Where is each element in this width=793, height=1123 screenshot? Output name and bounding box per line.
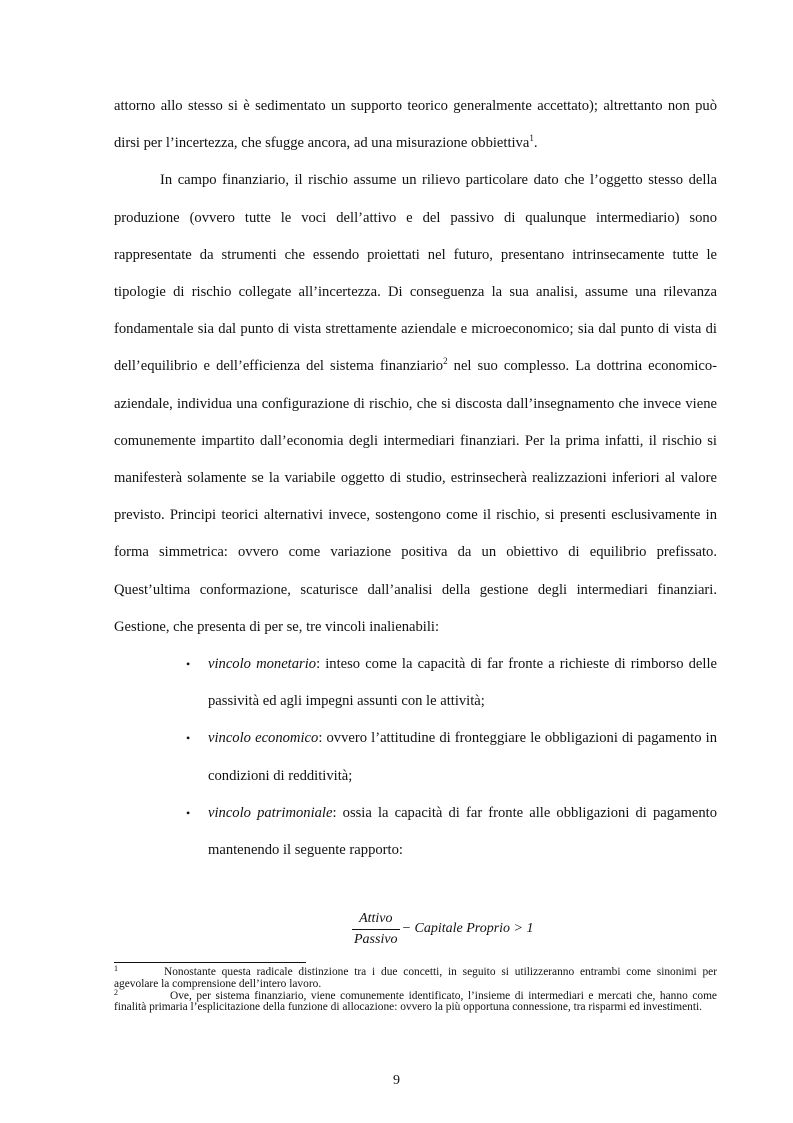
list-item [114, 720, 717, 794]
footnote-1 [114, 964, 717, 991]
paragraph-2-part2: nel suo complesso. La dottrina economico-aziendale, individua una configurazione di rischio, che si discosta dall’insegnamento che invece viene comunemente impartito dall’economia degli intermediari finanziari. Per la prima infatti, il rischio si manifesterà solamente se la variabile oggetto di studio, estrinsecherà realizzazioni inferiori al valore previsto. Principi teorici alternativi invece, sostengono come il rischio, si presenti esclusivamente in forma simmetrica: ovvero come variazione positiva da un obiettivo di equilibrio prefissato. Quest’ultima conformazione, scaturisce dall’analisi della gestione degli intermediari finanziari. Gestione, che presenta di per se, tre vincoli inalienabili: [114, 358, 718, 635]
list-item-term: vincolo patrimoniale [208, 804, 333, 821]
body-text [114, 88, 717, 869]
list-item [114, 795, 717, 869]
footnote-text: Nonostante questa radicale distinzione tra i due concetti, in seguito si utilizzeranno entrambi come sinonimi per agevolare la comprensione dell’intero lavoro. [114, 966, 717, 990]
formula-denominator: Passivo [352, 929, 400, 948]
footnote-text: Ove, per sistema finanziario, viene comunemente identificato, l’insieme di intermediari e mercati che, hanno come finalità primaria l’esplicitazione della funzione di allocazione: ovvero la più opportuna connessione, tra risparmi ed investimenti. [114, 989, 717, 1014]
formula-fraction [352, 911, 400, 948]
footnotes [114, 964, 717, 1014]
paragraph-1-end: . [533, 135, 538, 152]
list-item-text: : inteso come la capacità di far fronte a richieste di rimborso delle passività ed agli impegni assunti con le attività; [208, 656, 717, 710]
paragraph-2 [114, 162, 717, 646]
footnote-mark: 2 [114, 987, 118, 997]
list-item-text: : ossia la capacità di far fronte alle obbligazioni di pagamento mantenendo il seguente rapporto: [208, 804, 717, 859]
paragraph-1-text: attorno allo stesso si è sedimentato un supporto teorico generalmente accettato); altrettanto non può dirsi per l’incertezza, che sfugge ancora, ad una misurazione obbiettiva [114, 98, 717, 152]
paragraph-2-part1: In campo finanziario, il rischio assume un rilievo particolare dato che l’oggetto stesso della produzione (ovvero tutte le voci dell’attivo e del passivo di qualunque intermediario) sono rappresentate da strumenti che essendo proiettati nel futuro, presentano intrinsecamente tutte le tipologie di rischio collegate all’incertezza. Di conseguenza la sua analisi, assume una rilevanza fondamentale sia dal punto di vista strettamente aziendale e microeconomico; sia dal punto di vista di dell’equilibrio e dell’efficienza del sistema finanziario [114, 172, 717, 375]
formula-numerator: Attivo [359, 910, 393, 926]
footnote-divider [114, 962, 306, 963]
formula [352, 910, 534, 948]
constraints-list [114, 646, 717, 869]
bullet-icon: • [186, 657, 191, 672]
footnote-ref-1: 1 [529, 133, 534, 144]
list-item [114, 646, 717, 720]
page-number: 9 [393, 1073, 400, 1088]
footnote-mark: 1 [114, 964, 118, 973]
footnote-2 [114, 987, 717, 1015]
list-item-text: : ovvero l’attitudine di fronteggiare le obbligazioni di pagamento in condizioni di redditività; [208, 730, 717, 784]
formula-rest: − Capitale Proprio > 1 [401, 921, 534, 936]
bullet-icon: • [186, 805, 191, 820]
list-item-term: vincolo monetario [208, 656, 317, 673]
footnote-ref-2: 2 [443, 356, 448, 367]
paragraph-1 [114, 88, 717, 162]
list-item-term: vincolo economico [208, 730, 319, 747]
bullet-icon: • [186, 731, 191, 746]
